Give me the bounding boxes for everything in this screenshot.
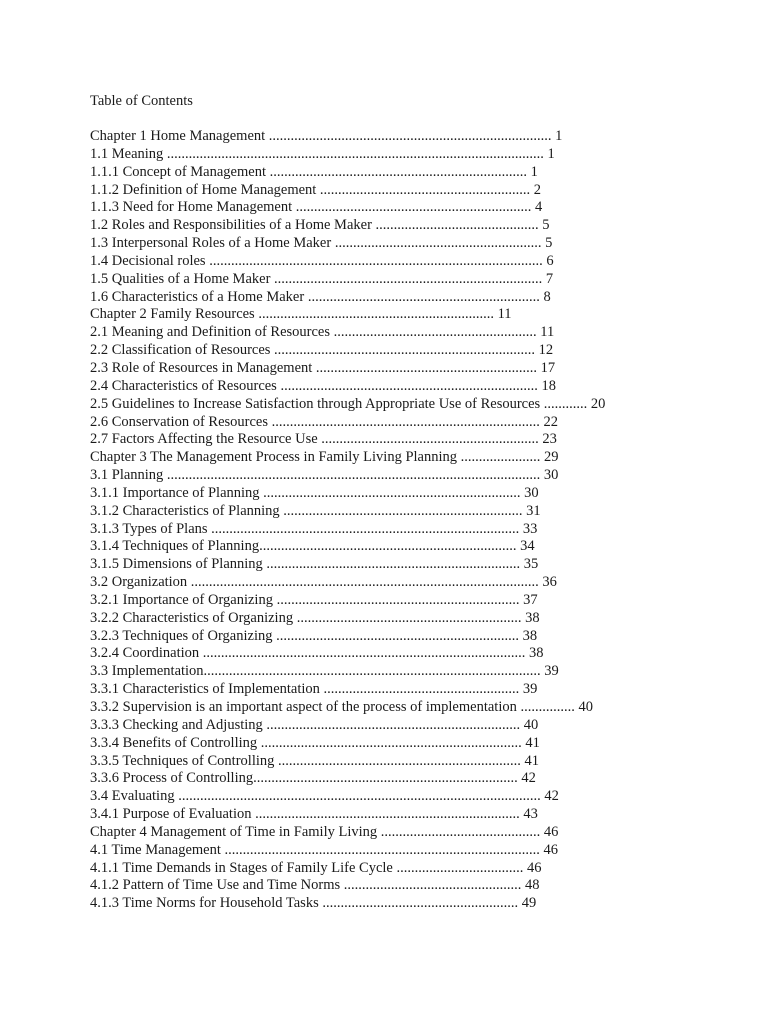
- toc-entry[interactable]: 3.3.1 Characteristics of Implementation ...................................................... 39: [90, 681, 538, 698]
- toc-entry[interactable]: 2.3 Role of Resources in Management ............................................................. 17: [90, 359, 556, 376]
- document-page: [90, 92, 650, 913]
- toc-entry[interactable]: 3.3.3 Checking and Adjusting ...................................................................... 40: [90, 716, 539, 733]
- toc-entry[interactable]: 4.1.2 Pattern of Time Use and Time Norms ................................................. 48: [90, 877, 540, 894]
- toc-entry[interactable]: 4.1 Time Management ....................................................................................... 46: [90, 841, 559, 858]
- toc-entry[interactable]: 3.1.3 Types of Plans ..................................................................................... 33: [90, 520, 538, 537]
- toc-entry[interactable]: Chapter 1 Home Management .............................................................................. 1: [90, 128, 563, 144]
- toc-entry[interactable]: 3.1.1 Importance of Planning ....................................................................... 30: [90, 484, 539, 501]
- toc-entry[interactable]: 1.4 Decisional roles ............................................................................................ 6: [90, 252, 554, 269]
- toc-entry[interactable]: 3.2.2 Characteristics of Organizing .............................................................. 38: [90, 609, 540, 626]
- toc-entry[interactable]: 3.3.4 Benefits of Controlling ........................................................................ 41: [90, 734, 540, 751]
- toc-entry[interactable]: 2.1 Meaning and Definition of Resources ........................................................ 11: [90, 324, 555, 341]
- toc-entry[interactable]: 2.4 Characteristics of Resources ....................................................................... 18: [90, 377, 556, 394]
- toc-entry[interactable]: 3.3.5 Techniques of Controlling ................................................................... 41: [90, 752, 540, 769]
- toc-entry[interactable]: 3.2.3 Techniques of Organizing ................................................................... 38: [90, 627, 538, 644]
- toc-entry[interactable]: 2.6 Conservation of Resources .......................................................................... 22: [90, 413, 558, 430]
- toc-entry[interactable]: 1.1.3 Need for Home Management ................................................................. 4: [90, 199, 543, 216]
- toc-entry[interactable]: 3.4 Evaluating .................................................................................................... 42: [90, 788, 559, 805]
- toc-entry[interactable]: 4.1.3 Time Norms for Household Tasks ...................................................... 49: [90, 895, 537, 912]
- page-title: Table of Contents: [90, 93, 193, 109]
- toc-entry[interactable]: 3.1.4 Techniques of Planning....................................................................... 34: [90, 538, 535, 555]
- toc-entry[interactable]: 1.3 Interpersonal Roles of a Home Maker ......................................................... 5: [90, 235, 553, 252]
- toc-entry[interactable]: 1.6 Characteristics of a Home Maker ................................................................ 8: [90, 288, 551, 305]
- toc-entry[interactable]: Chapter 3 The Management Process in Family Living Planning ...................... 29: [90, 449, 559, 466]
- toc-entry[interactable]: 3.1.5 Dimensions of Planning ...................................................................... 35: [90, 556, 539, 573]
- toc-entry[interactable]: 4.1.1 Time Demands in Stages of Family Life Cycle ................................... 46: [90, 859, 542, 876]
- toc-entry[interactable]: Chapter 4 Management of Time in Family Living ............................................ 46: [90, 823, 559, 840]
- toc-entry[interactable]: 2.7 Factors Affecting the Resource Use ............................................................ 23: [90, 431, 557, 448]
- toc-entry[interactable]: 3.3.2 Supervision is an important aspect of the process of implementation ............... 40: [90, 699, 593, 715]
- toc-entry[interactable]: 3.3 Implementation............................................................................................. 39: [90, 663, 559, 680]
- toc-entry[interactable]: 3.2.1 Importance of Organizing ................................................................... 37: [90, 591, 538, 608]
- toc-entry[interactable]: 1.1.1 Concept of Management ....................................................................... 1: [90, 163, 538, 180]
- toc-entry[interactable]: 3.2 Organization ................................................................................................ 36: [90, 574, 557, 591]
- toc-entry[interactable]: 3.4.1 Purpose of Evaluation ......................................................................... 43: [90, 806, 538, 823]
- toc-list: [90, 128, 650, 913]
- toc-entry[interactable]: 1.1.2 Definition of Home Management .......................................................... 2: [90, 181, 542, 198]
- toc-entry[interactable]: 2.5 Guidelines to Increase Satisfaction through Appropriate Use of Resources ............ 20: [90, 395, 606, 412]
- toc-entry[interactable]: 1.1 Meaning ........................................................................................................ 1: [90, 145, 555, 162]
- toc-entry[interactable]: 1.2 Roles and Responsibilities of a Home Maker ............................................. 5: [90, 217, 550, 234]
- toc-entry[interactable]: Chapter 2 Family Resources ................................................................. 11: [90, 306, 512, 323]
- toc-entry[interactable]: 2.2 Classification of Resources ........................................................................ 12: [90, 342, 554, 359]
- toc-entry[interactable]: 3.1.2 Characteristics of Planning .................................................................. 31: [90, 502, 541, 519]
- toc-entry[interactable]: 3.2.4 Coordination ......................................................................................... 38: [90, 645, 544, 662]
- toc-entry[interactable]: 1.5 Qualities of a Home Maker .......................................................................... 7: [90, 270, 554, 287]
- toc-entry[interactable]: 3.1 Planning ....................................................................................................... 30: [90, 467, 559, 484]
- toc-entry[interactable]: 3.3.6 Process of Controlling......................................................................... 42: [90, 770, 536, 787]
